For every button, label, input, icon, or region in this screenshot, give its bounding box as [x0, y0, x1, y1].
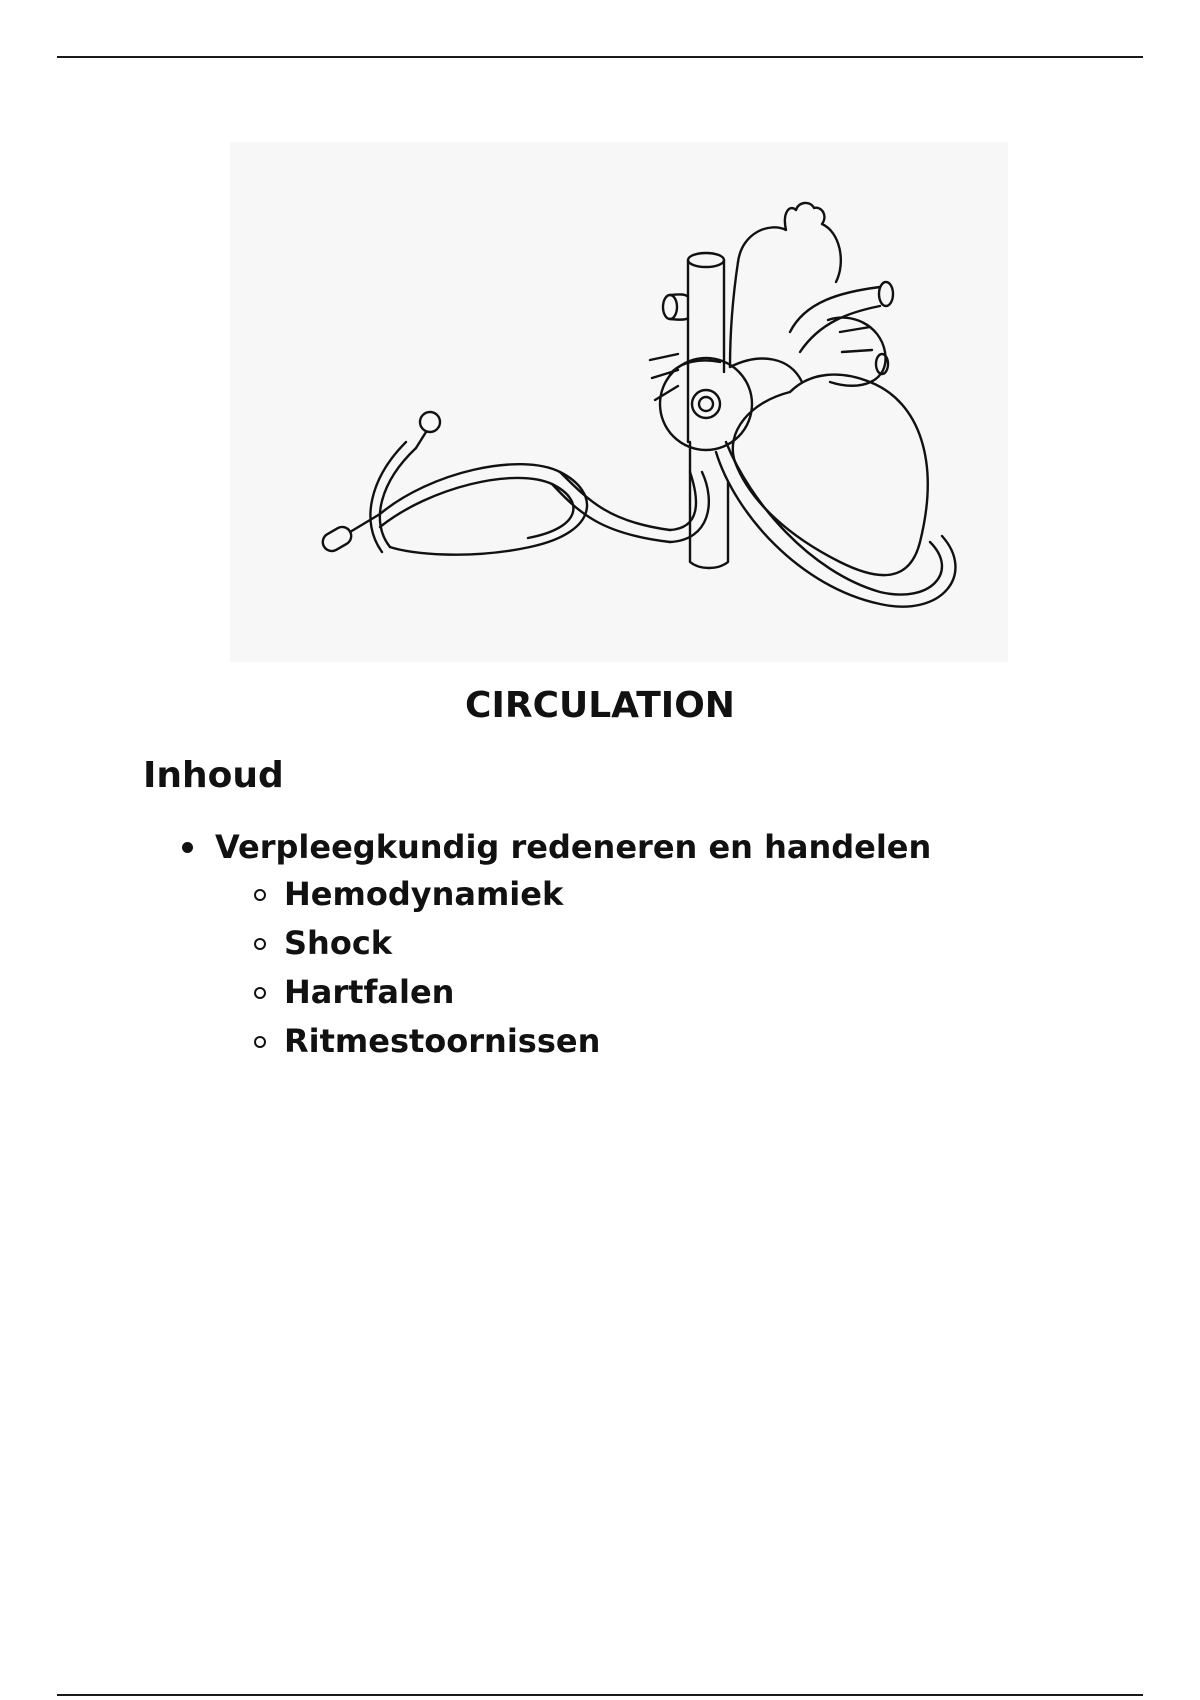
disc-bullet-icon [182, 842, 193, 853]
footer-rule [57, 1694, 1143, 1696]
circle-bullet-icon [254, 1036, 266, 1048]
sub-item-label: Ritmestoornissen [284, 1022, 601, 1060]
sublist-item [254, 870, 931, 919]
main-list-item [182, 824, 931, 870]
contents-heading: Inhoud [143, 755, 284, 796]
contents-list [182, 824, 931, 1066]
header-rule [57, 56, 1143, 58]
circle-bullet-icon [254, 938, 266, 950]
circle-bullet-icon [254, 987, 266, 999]
heart-stethoscope-icon [230, 142, 1008, 662]
contents-sublist [182, 870, 931, 1066]
sublist-item [254, 968, 931, 1017]
list-item [182, 824, 931, 1066]
circle-bullet-icon [254, 889, 266, 901]
heart-stethoscope-illustration [230, 142, 1008, 662]
main-item-label: Verpleegkundig redeneren en handelen [215, 828, 932, 866]
sublist-item [254, 1017, 931, 1066]
sub-item-label: Shock [284, 924, 393, 962]
document-title: CIRCULATION [465, 685, 735, 726]
sublist-item [254, 919, 931, 968]
sub-item-label: Hartfalen [284, 973, 455, 1011]
sub-item-label: Hemodynamiek [284, 875, 564, 913]
